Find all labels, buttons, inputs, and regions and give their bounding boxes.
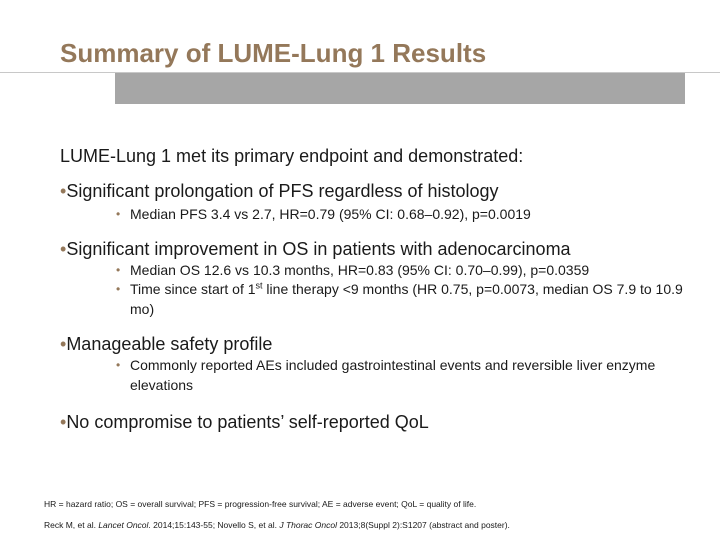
title-accent-bar: [115, 73, 685, 104]
intro-text: LUME-Lung 1 met its primary endpoint and demonstrated:: [60, 146, 524, 166]
sub-bullet-text: Time since start of 1st line therapy <9 months (HR 0.75, p=0.0073, median OS 7.9 to 10.9 mo): [130, 280, 683, 317]
sub-bullet-text: Median PFS 3.4 vs 2.7, HR=0.79 (95% CI: 0.68–0.92), p=0.0019: [130, 206, 531, 222]
slide-title: Summary of LUME-Lung 1 Results: [60, 38, 487, 68]
sub-bullet-os-time: [116, 279, 701, 319]
bullet-os: [60, 238, 571, 260]
bullet-qol: [60, 411, 429, 433]
sub-bullet-dot: •: [116, 263, 121, 277]
bullet-pfs: [60, 180, 499, 202]
bullet-text: Manageable safety profile: [66, 334, 273, 354]
bullet-safety: [60, 333, 272, 355]
sub-bullet-dot: •: [116, 358, 121, 372]
bullet-dot: •: [60, 239, 67, 259]
bullet-dot: •: [60, 334, 67, 354]
sub-bullet-text: Median OS 12.6 vs 10.3 months, HR=0.83 (95% CI: 0.70–0.99), p=0.0359: [130, 262, 590, 278]
bullet-dot: •: [60, 412, 67, 432]
sub-bullet-pfs: [116, 204, 701, 224]
bullet-text: Significant improvement in OS in patients with adenocarcinoma: [66, 239, 571, 259]
sub-bullet-os-median: [116, 260, 701, 280]
sub-bullet-text: Commonly reported AEs included gastrointestinal events and reversible liver enzyme elevations: [130, 357, 656, 393]
bullet-text: No compromise to patients’ self-reported QoL: [66, 412, 429, 432]
sub-bullet-dot: •: [116, 207, 121, 221]
bullet-text: Significant prolongation of PFS regardless of histology: [66, 181, 499, 201]
sub-bullet-safety: [116, 355, 701, 395]
footnote-reference: Reck M, et al. Lancet Oncol. 2014;15:143-55; Novello S, et al. J Thorac Oncol 2013;8(Suppl 2):S1207 (abstract and poster).: [44, 520, 510, 530]
sub-bullet-dot: •: [116, 282, 121, 296]
footnote-abbreviations: HR = hazard ratio; OS = overall survival; PFS = progression-free survival; AE = adverse event; QoL = quality of life.: [44, 499, 477, 509]
bullet-dot: •: [60, 181, 67, 201]
